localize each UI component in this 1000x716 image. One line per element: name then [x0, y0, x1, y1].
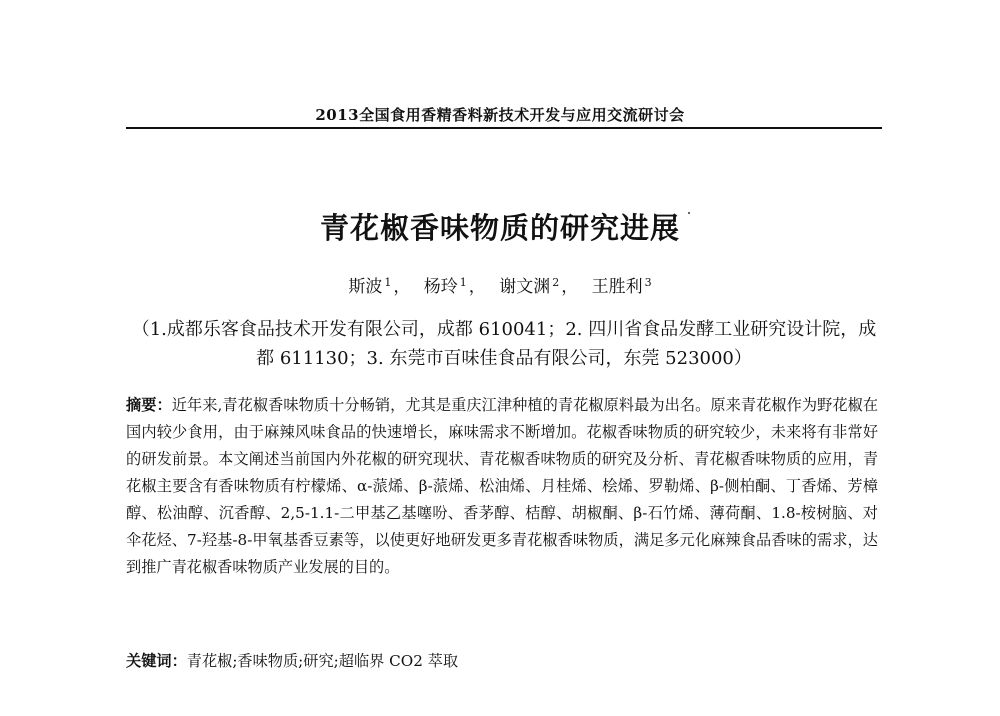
author-affiliation-mark: 2 — [552, 276, 560, 289]
author-affiliation-mark: 1 — [459, 276, 467, 289]
author-name: 王胜利 — [591, 277, 643, 297]
author-separator: ， — [561, 277, 579, 297]
author-affiliation-mark: 1 — [384, 276, 392, 289]
running-header: 2013全国食用香精香料新技术开发与应用交流研讨会 — [315, 106, 685, 124]
abstract-label: 摘要： — [126, 396, 172, 414]
author-list — [0, 272, 1000, 297]
author-affiliation-mark: 3 — [644, 276, 652, 289]
author-separator: ， — [393, 277, 411, 297]
scan-speck — [688, 212, 690, 214]
abstract-text: 近年来,青花椒香味物质十分畅销，尤其是重庆江津种植的青花椒原料最为出名。原来青花椒作为野花椒在国内较少食用，由于麻辣风味食品的快速增长，麻味需求不断增加。花椒香味物质的研究较少，未来将有非常好的研发前景。本文阐述当前国内外花椒的研究现状、青花椒香味物质的研究及分析、青花椒香味物质的应用，青花椒主要含有香味物质有柠檬烯、α-蒎烯、β-蒎烯、松油烯、月桂烯、桧烯、罗勒烯、β-侧柏酮、丁香烯、芳樟醇、松油醇、沉香醇、2,5-1.1-二甲基乙基噻吩、香茅醇、桔醇、胡椒酮、β-石竹烯、薄荷酮、1.8-桉树脑、对伞花烃、7-羟基-8-甲氧基香豆素等，以使更好地研发更多青花椒香味物质，满足多元化麻辣食品香味的需求，达到推广青花椒香味物质产业发展的目的。 — [126, 396, 879, 576]
keywords-label: 关键词： — [126, 652, 187, 670]
abstract-block — [126, 392, 878, 581]
paper-title: 青花椒香味物质的研究进展 — [319, 211, 680, 245]
keywords-block — [126, 648, 878, 675]
affiliation-block: （1.成都乐客食品技术开发有限公司，成都 610041；2. 四川省食品发酵工业研究设计院，成都 611130；3. 东莞市百味佳食品有限公司，东莞 523000） — [131, 319, 877, 369]
author-separator: ， — [468, 277, 486, 297]
author-name: 斯波 — [348, 277, 383, 297]
header-rule — [126, 127, 882, 129]
keywords-text: 青花椒;香味物质;研究;超临界 CO2 萃取 — [186, 652, 459, 670]
author-name: 谢文渊 — [499, 277, 551, 297]
author-name: 杨玲 — [423, 277, 458, 297]
